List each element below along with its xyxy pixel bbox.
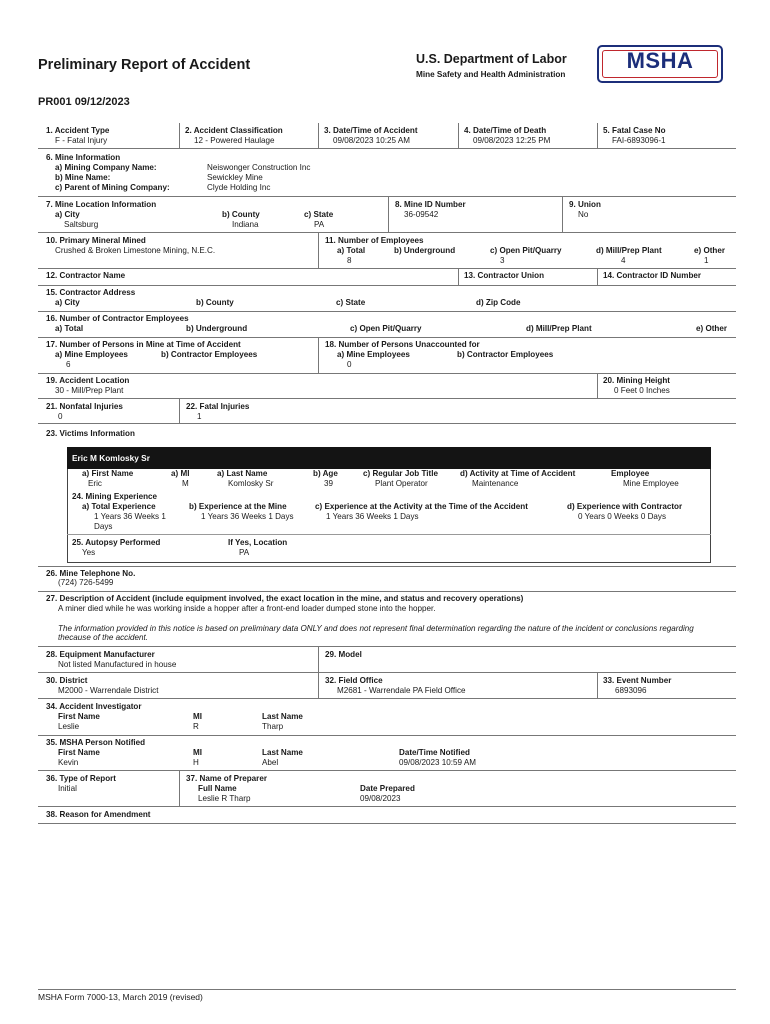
contractor-other-label: e) Other: [696, 324, 728, 333]
county-value: Indiana: [232, 220, 259, 229]
mine-telephone-label: 26. Mine Telephone No.: [46, 569, 136, 578]
divider: [597, 373, 598, 398]
msha-logo: [597, 45, 723, 83]
district-label: 30. District: [46, 676, 88, 685]
form-footer: MSHA Form 7000-13, March 2019 (revised): [38, 992, 203, 1002]
fatal-case-label: 5. Fatal Case No: [603, 126, 666, 135]
victim-first-label: a) First Name: [82, 469, 134, 478]
accident-location-label: 19. Accident Location: [46, 376, 130, 385]
mining-height-label: 20. Mining Height: [603, 376, 670, 385]
parent-company-value: Clyde Holding Inc: [207, 183, 271, 192]
divider: [318, 646, 319, 672]
mine-name-label: b) Mine Name:: [55, 173, 111, 182]
state-value: PA: [314, 220, 325, 229]
employees-pit-value: 3: [500, 256, 505, 265]
preparer-fullname-label: Full Name: [198, 784, 237, 793]
employees-mill-label: d) Mill/Prep Plant: [596, 246, 662, 255]
contractor-name-label: 12. Contractor Name: [46, 271, 126, 280]
employees-mill-value: 4: [621, 256, 626, 265]
description-value: A miner died while he was working inside a hopper after a front-end loader dumped stone into the hopper.: [58, 604, 436, 613]
experience-contractor-value: 0 Years 0 Weeks 0 Days: [578, 512, 667, 521]
state-label: c) State: [304, 210, 334, 219]
contractor-union-label: 13. Contractor Union: [464, 271, 545, 280]
notified-last-label: Last Name: [262, 748, 303, 757]
victim-age-label: b) Age: [313, 469, 338, 478]
unaccounted-contractor-employees-label: b) Contractor Employees: [457, 350, 554, 359]
contractor-id-label: 14. Contractor ID Number: [603, 271, 702, 280]
autopsy-location-label: If Yes, Location: [228, 538, 288, 547]
persons-contractor-employees-label: b) Contractor Employees: [161, 350, 258, 359]
divider: [179, 123, 180, 148]
city-label: a) City: [55, 210, 80, 219]
divider: [38, 566, 736, 567]
contractor-address-label: 15. Contractor Address: [46, 288, 136, 297]
employees-label: 11. Number of Employees: [325, 236, 424, 245]
divider: [179, 398, 180, 423]
employees-pit-label: c) Open Pit/Quarry: [490, 246, 562, 255]
divider: [179, 770, 180, 806]
investigator-label: 34. Accident Investigator: [46, 702, 142, 711]
notified-last-value: Abel: [262, 758, 279, 767]
divider: [38, 268, 736, 269]
union-label: 9. Union: [569, 200, 601, 209]
notified-first-value: Kevin: [58, 758, 79, 767]
person-notified-label: 35. MSHA Person Notified: [46, 738, 146, 747]
model-label: 29. Model: [325, 650, 362, 659]
mine-telephone-value: (724) 726-5499: [58, 578, 114, 587]
contractor-underground-label: b) Underground: [186, 324, 248, 333]
total-experience-value: 1 Years 36 Weeks 1: [94, 512, 166, 521]
persons-mine-employees-value: 6: [66, 360, 71, 369]
mining-experience-label: 24. Mining Experience: [72, 492, 158, 501]
date-prepared-label: Date Prepared: [360, 784, 415, 793]
experience-contractor-label: d) Experience with Contractor: [567, 502, 683, 511]
total-experience-label: a) Total Experience: [82, 502, 156, 511]
divider: [597, 672, 598, 698]
parent-company-label: c) Parent of Mining Company:: [55, 183, 170, 192]
divider: [597, 268, 598, 285]
mine-id-label: 8. Mine ID Number: [395, 200, 466, 209]
divider: [67, 534, 711, 535]
fatal-injuries-label: 22. Fatal Injuries: [186, 402, 250, 411]
persons-mine-employees-label: a) Mine Employees: [55, 350, 128, 359]
divider: [38, 591, 736, 592]
experience-activity-value: 1 Years 36 Weeks 1 Days: [326, 512, 419, 521]
investigator-last-value: Tharp: [262, 722, 284, 731]
contractor-pit-label: c) Open Pit/Quarry: [350, 324, 422, 333]
divider: [38, 373, 736, 374]
divider: [458, 123, 459, 148]
mineral-value: Crushed & Broken Limestone Mining, N.E.C.: [55, 246, 216, 255]
mine-location-label: 7. Mine Location Information: [46, 200, 157, 209]
victim-name: Eric M Komlosky Sr: [72, 453, 150, 463]
victim-mi-value: M: [182, 479, 189, 488]
mine-id-value: 36-09542: [404, 210, 439, 219]
mine-name-value: Sewickley Mine: [207, 173, 263, 182]
investigator-first-value: Leslie: [58, 722, 80, 731]
employees-underground-label: b) Underground: [394, 246, 456, 255]
victim-employee-label: Employee: [611, 469, 650, 478]
disclaimer-line-2: thecause of the accident.: [58, 633, 148, 642]
divider: [458, 268, 459, 285]
divider: [38, 196, 736, 197]
date-prepared-value: 09/08/2023: [360, 794, 401, 803]
divider: [38, 148, 736, 149]
accident-datetime-value: 09/08/2023 10:25 AM: [333, 136, 410, 145]
employees-total-value: 8: [347, 256, 352, 265]
equipment-manufacturer-label: 28. Equipment Manufacturer: [46, 650, 155, 659]
notified-first-label: First Name: [58, 748, 100, 757]
equipment-manufacturer-value: Not listed Manufactured in house: [58, 660, 177, 669]
victims-label: 23. Victims Information: [46, 429, 135, 438]
mining-height-value: 0 Feet 0 Inches: [614, 386, 670, 395]
divider: [38, 423, 736, 424]
notified-mi-label: MI: [193, 748, 202, 757]
investigator-first-label: First Name: [58, 712, 100, 721]
divider: [38, 646, 736, 647]
report-title: Preliminary Report of Accident: [38, 57, 251, 73]
victim-job-label: c) Regular Job Title: [363, 469, 438, 478]
employees-other-value: 1: [704, 256, 709, 265]
employees-other-label: e) Other: [694, 246, 726, 255]
death-datetime-value: 09/08/2023 12:25 PM: [473, 136, 551, 145]
accident-classification-label: 2. Accident Classification: [185, 126, 283, 135]
autopsy-value: Yes: [82, 548, 96, 557]
persons-unaccounted-label: 18. Number of Persons Unaccounted for: [325, 340, 480, 349]
divider: [388, 196, 389, 232]
agency-name: U.S. Department of Labor: [416, 52, 567, 66]
district-value: M2000 - Warrendale District: [58, 686, 159, 695]
city-value: Saltsburg: [64, 220, 99, 229]
divider: [38, 823, 736, 824]
field-office-value: M2681 - Warrendale PA Field Office: [337, 686, 466, 695]
unaccounted-mine-employees-label: a) Mine Employees: [337, 350, 410, 359]
accident-type-value: F - Fatal Injury: [55, 136, 108, 145]
contractor-city-label: a) City: [55, 298, 80, 307]
divider: [38, 232, 736, 233]
notified-date-value: 09/08/2023 10:59 AM: [399, 758, 476, 767]
mining-company-value: Neiswonger Construction Inc: [207, 163, 311, 172]
union-value: No: [578, 210, 589, 219]
accident-classification-value: 12 - Powered Haulage: [194, 136, 275, 145]
victim-header-bar: [67, 447, 711, 469]
death-datetime-label: 4. Date/Time of Death: [464, 126, 547, 135]
experience-mine-value: 1 Years 36 Weeks 1 Days: [201, 512, 294, 521]
contractor-total-label: a) Total: [55, 324, 84, 333]
county-label: b) County: [222, 210, 260, 219]
accident-type-label: 1. Accident Type: [46, 126, 110, 135]
investigator-mi-label: MI: [193, 712, 202, 721]
logo-text: MSHA: [626, 48, 694, 73]
divider: [38, 311, 736, 312]
victim-last-value: Komlosky Sr: [228, 479, 274, 488]
divider: [38, 806, 736, 807]
contractor-zip-label: d) Zip Code: [476, 298, 521, 307]
divider: [318, 337, 319, 373]
nonfatal-injuries-label: 21. Nonfatal Injuries: [46, 402, 123, 411]
divider: [38, 698, 736, 699]
field-office-label: 32. Field Office: [325, 676, 383, 685]
fatal-injuries-value: 1: [197, 412, 202, 421]
divider: [318, 232, 319, 268]
report-type-value: Initial: [58, 784, 77, 793]
report-type-label: 36. Type of Report: [46, 774, 117, 783]
investigator-last-label: Last Name: [262, 712, 303, 721]
mine-info-label: 6. Mine Information: [46, 153, 121, 162]
divider: [38, 337, 736, 338]
divider: [38, 398, 736, 399]
victim-last-label: a) Last Name: [217, 469, 268, 478]
event-number-label: 33. Event Number: [603, 676, 672, 685]
mining-company-label: a) Mining Company Name:: [55, 163, 157, 172]
divider: [597, 123, 598, 148]
report-code: PR001 09/12/2023: [38, 96, 130, 108]
investigator-mi-value: R: [193, 722, 199, 731]
autopsy-label: 25. Autopsy Performed: [72, 538, 161, 547]
victim-first-value: Eric: [88, 479, 102, 488]
divider: [38, 672, 736, 673]
amendment-label: 38. Reason for Amendment: [46, 810, 151, 819]
victim-activity-value: Maintenance: [472, 479, 519, 488]
experience-activity-label: c) Experience at the Activity at the Time of the Accident: [315, 502, 528, 511]
preparer-label: 37. Name of Preparer: [186, 774, 267, 783]
accident-location-value: 30 - Mill/Prep Plant: [55, 386, 124, 395]
autopsy-location-value: PA: [239, 548, 250, 557]
unaccounted-mine-employees-value: 0: [347, 360, 352, 369]
footer-divider: [38, 989, 736, 990]
description-label: 27. Description of Accident (include equipment involved, the exact location in the mine, and status and recovery operations): [46, 594, 524, 603]
divider: [562, 196, 563, 232]
divider: [38, 285, 736, 286]
accident-datetime-label: 3. Date/Time of Accident: [324, 126, 418, 135]
victim-activity-label: d) Activity at Time of Accident: [460, 469, 576, 478]
notified-date-label: Date/Time Notified: [399, 748, 470, 757]
persons-in-mine-label: 17. Number of Persons in Mine at Time of Accident: [46, 340, 241, 349]
preparer-fullname-value: Leslie R Tharp: [198, 794, 251, 803]
nonfatal-injuries-value: 0: [58, 412, 63, 421]
contractor-state-label: c) State: [336, 298, 366, 307]
victim-age-value: 39: [324, 479, 334, 488]
employees-total-label: a) Total: [337, 246, 366, 255]
victim-employee-value: Mine Employee: [623, 479, 679, 488]
disclaimer-line-1: The information provided in this notice is based on preliminary data ONLY and does not represent final determination regarding the nature of the incident or conclusions regarding: [58, 624, 694, 633]
victim-mi-label: a) MI: [171, 469, 190, 478]
total-experience-value-cont: Days: [94, 522, 113, 531]
contractor-mill-label: d) Mill/Prep Plant: [526, 324, 592, 333]
divider: [318, 672, 319, 698]
notified-mi-value: H: [193, 758, 199, 767]
contractor-county-label: b) County: [196, 298, 234, 307]
event-number-value: 6893096: [615, 686, 647, 695]
divider: [38, 735, 736, 736]
experience-mine-label: b) Experience at the Mine: [189, 502, 287, 511]
mineral-label: 10. Primary Mineral Mined: [46, 236, 146, 245]
contractor-employees-label: 16. Number of Contractor Employees: [46, 314, 189, 323]
victim-job-value: Plant Operator: [375, 479, 428, 488]
divider: [38, 770, 736, 771]
fatal-case-value: FAI-6893096-1: [612, 136, 666, 145]
divider: [318, 123, 319, 148]
agency-subtitle: Mine Safety and Health Administration: [416, 70, 566, 79]
